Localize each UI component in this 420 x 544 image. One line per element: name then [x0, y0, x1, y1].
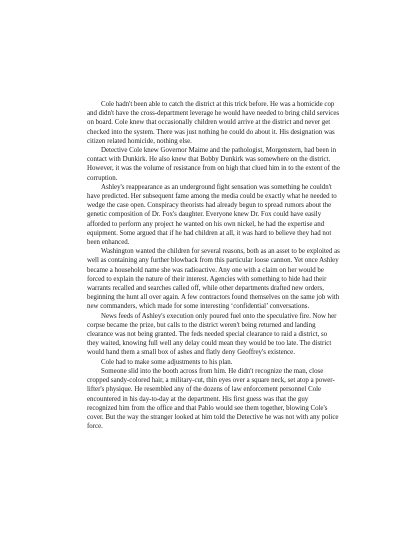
paragraph: Detective Cole knew Governor Maime and the pathologist, Morgenstern, had been in contact with Dunkirk. He also knew that Bobby Dunkirk was somewhere on the district. However, it was the volume of resistance from on high that clued him in to the extent of the corruption.	[87, 147, 340, 182]
paragraph: Washington wanted the children for several reasons, both as an asset to be exploited as well as containing any further blowback from this particular loose cannon. Yet once Ashley became a household name she was radioactive. Any one with a claim on her would be forced to explain the nature of their interest. Agencies with something to hide had their warrants recalled and searches called off, while other departments drafted new orders, beginning the hunt all over again. A few contractors found themselves on the same job with new commanders, which made for some interesting ‘confidential’ conversations.	[87, 248, 340, 311]
paragraph: Cole had to make some adjustments to his plan.	[101, 358, 233, 366]
paragraph: Someone slid into the booth across from him. He didn't recognize the man, close cropped sandy-colored hair, a military-cut, thin eyes over a square neck, set atop a power-lifter's physique. He resembled any of the dozens of law enforcement personnel Cole encountered in his day-to-day at the department. His first guess was that the guy recognized him from the office and that Pablo would see them together, blowing Cole's cover. But the way the stranger looked at him told the Detective he was not with any police force.	[87, 367, 339, 431]
paragraph: Ashley's reappearance as an underground fight sensation was something he couldn't have predicted. Her subsequent fame among the media could be exactly what he needed to wedge the case open. Conspiracy theorists had already begun to spread rumors about the genetic composition of Dr. Fox's daughter. Everyone knew Dr. Fox could have easily afforded to perform any project he wanted on his own nickel, he had the expertise and equipment. Some argued that if he had children at all, it was hard to believe they had not been enhanced.	[87, 183, 337, 247]
paragraph: Cole hadn't been able to catch the district at this trick before. He was a homicide cop and didn't have the cross-department leverage he would have needed to bring child services on board. Cole knew that occasionally children would arrive at the district and never get checked into the system. There was just nothing he could do about it. His designation was citizen related homicide, nothing else.	[87, 101, 340, 145]
body-text	[87, 100, 340, 431]
paragraph: News feeds of Ashley's execution only poured fuel onto the speculative fire. Now her corpse became the prize, but calls to the district weren't being returned and landing clearance was not being granted. The feds needed special clearance to raid a district, so they waited, knowing full well any delay could mean they would be too late. The district would hand them a small box of ashes and flatly deny Geoffrey's existence.	[87, 312, 337, 357]
